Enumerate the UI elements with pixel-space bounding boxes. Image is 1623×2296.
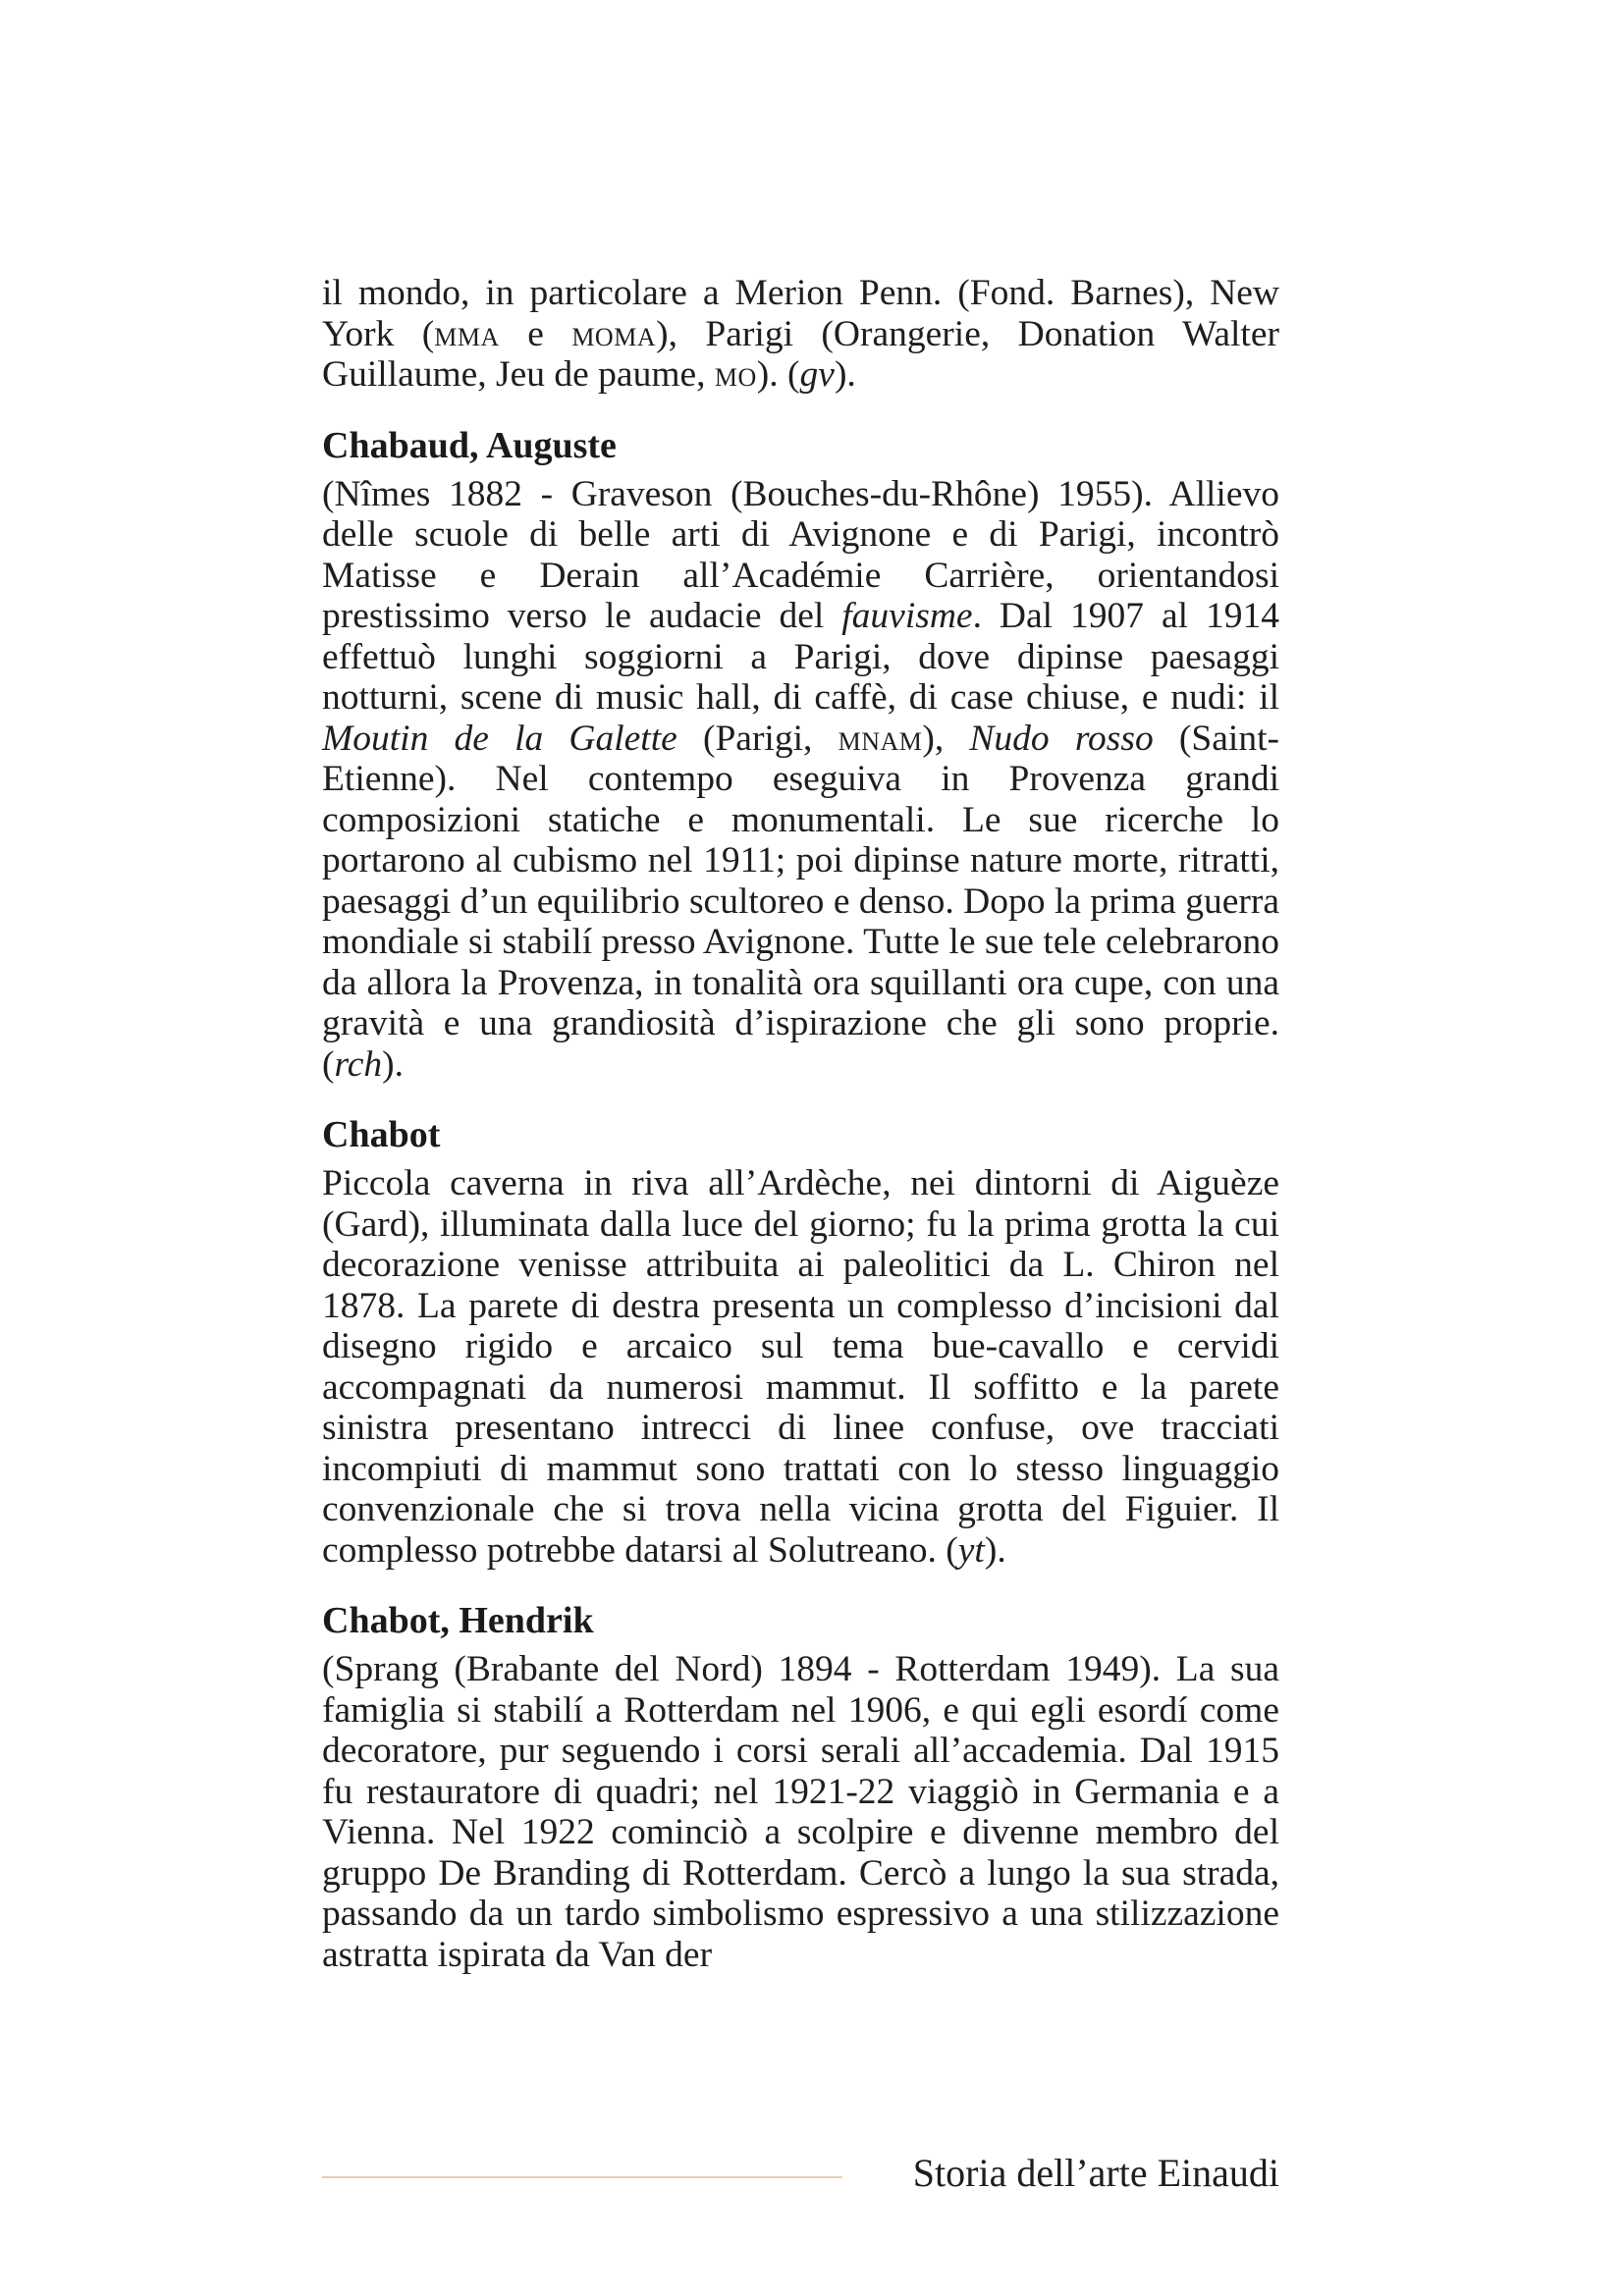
artwork-title: Nudo rosso: [969, 718, 1154, 759]
entry-body-chabaud-auguste: [322, 474, 1279, 1086]
text-run: ). (: [756, 354, 800, 395]
abbrev-mnam: mnam: [838, 718, 923, 759]
italic-term: fauvisme: [841, 596, 973, 636]
page-body: [322, 273, 1279, 1975]
text-run: e: [499, 313, 572, 354]
entry-title-chabot-hendrik: Chabot, Hendrik: [322, 1600, 594, 1641]
abbrev-moma: moma: [571, 313, 657, 354]
entry-title-chabot: Chabot: [322, 1114, 441, 1155]
text-run: ).: [984, 1529, 1006, 1571]
abbrev-mo: mo: [714, 354, 757, 395]
abbrev-mma: mma: [434, 313, 500, 354]
text-run: ), Parigi (Orangerie, Donation Walter Guillaume, Jeu de paume,: [322, 313, 1279, 395]
footer-publisher: Storia dell’arte Einaudi: [912, 2151, 1279, 2195]
artwork-title: Moutin de la Galette: [322, 718, 677, 759]
continuation-paragraph: [322, 273, 1279, 396]
text-run: (Nîmes 1882 - Graveson (Bouches-du-Rhône) 1955). Allievo delle scuole di belle arti di Avignone e di Parigi, incontrò Matisse e Derain all’Académie Carrière, orientandosi prestissimo verso le audacie del: [322, 473, 1279, 636]
text-run: . Dal 1907 al 1914 effettuò lunghi soggiorni a Parigi, dove dipinse paesaggi notturni, scene di music hall, di caffè, di case chiuse, e nudi: il: [322, 596, 1279, 718]
text-run: il mondo, in particolare a Merion Penn. (Fond. Barnes), New York (: [322, 273, 1279, 354]
text-run: (Sprang (Brabante del Nord) 1894 - Rotterdam 1949). La sua famiglia si stabilí a Rotterdam nel 1906, e qui egli esordí come decoratore, pur seguendo i corsi serali all’accademia. Dal 1915 fu restauratore di quadri; nel 1921-22 viaggiò in Germania e a Vienna. Nel 1922 cominciò a scolpire e divenne membro del gruppo De Branding di Rotterdam. Cercò a lungo la sua strada, passando da un tardo simbolismo espressivo a una stilizzazione astratta ispirata da Van der: [322, 1649, 1279, 1975]
entry-body-chabot-hendrik: [322, 1649, 1279, 1975]
author-initials: gv: [799, 354, 835, 395]
text-run: (Saint-Etienne). Nel contempo eseguiva in Provenza grandi composizioni statiche e monumentali. Le sue ricerche lo portarono al cubismo nel 1911; poi dipinse nature morte, ritratti, paesaggi d’un equilibrio scultoreo e denso. Dopo la prima guerra mondiale si stabilí presso Avignone. Tutte le sue tele celebrarono da allora la Provenza, in tonalità ora squillanti ora cupe, con una gravità e una grandiosità d’ispirazione che gli sono proprie. (: [322, 718, 1279, 1085]
text-run: (Parigi,: [676, 718, 839, 759]
footer-rule: [322, 2176, 842, 2178]
text-run: ).: [834, 354, 856, 395]
entry-title-chabaud-auguste: Chabaud, Auguste: [322, 424, 617, 466]
text-run: ),: [922, 718, 970, 759]
author-initials: yt: [957, 1529, 985, 1571]
text-run: Piccola caverna in riva all’Ardèche, nei dintorni di Aiguèze (Gard), illuminata dalla luce del giorno; fu la prima grotta la cui decorazione venisse attribuita ai paleolitici da L. Chiron nel 1878. La parete di destra presenta un complesso d’incisioni dal disegno rigido e arcaico sul tema bue-cavallo e cervidi accompagnati da numerosi mammut. Il soffitto e la parete sinistra presentano intrecci di linee confuse, ove tracciati incompiuti di mammut sono trattati con lo stesso linguaggio convenzionale che si trova nella vicina grotta del Figuier. Il complesso potrebbe datarsi al Solutreano. (: [322, 1163, 1279, 1571]
text-run: ).: [382, 1043, 404, 1085]
entry-body-chabot: [322, 1163, 1279, 1571]
author-initials: rch: [334, 1043, 383, 1085]
